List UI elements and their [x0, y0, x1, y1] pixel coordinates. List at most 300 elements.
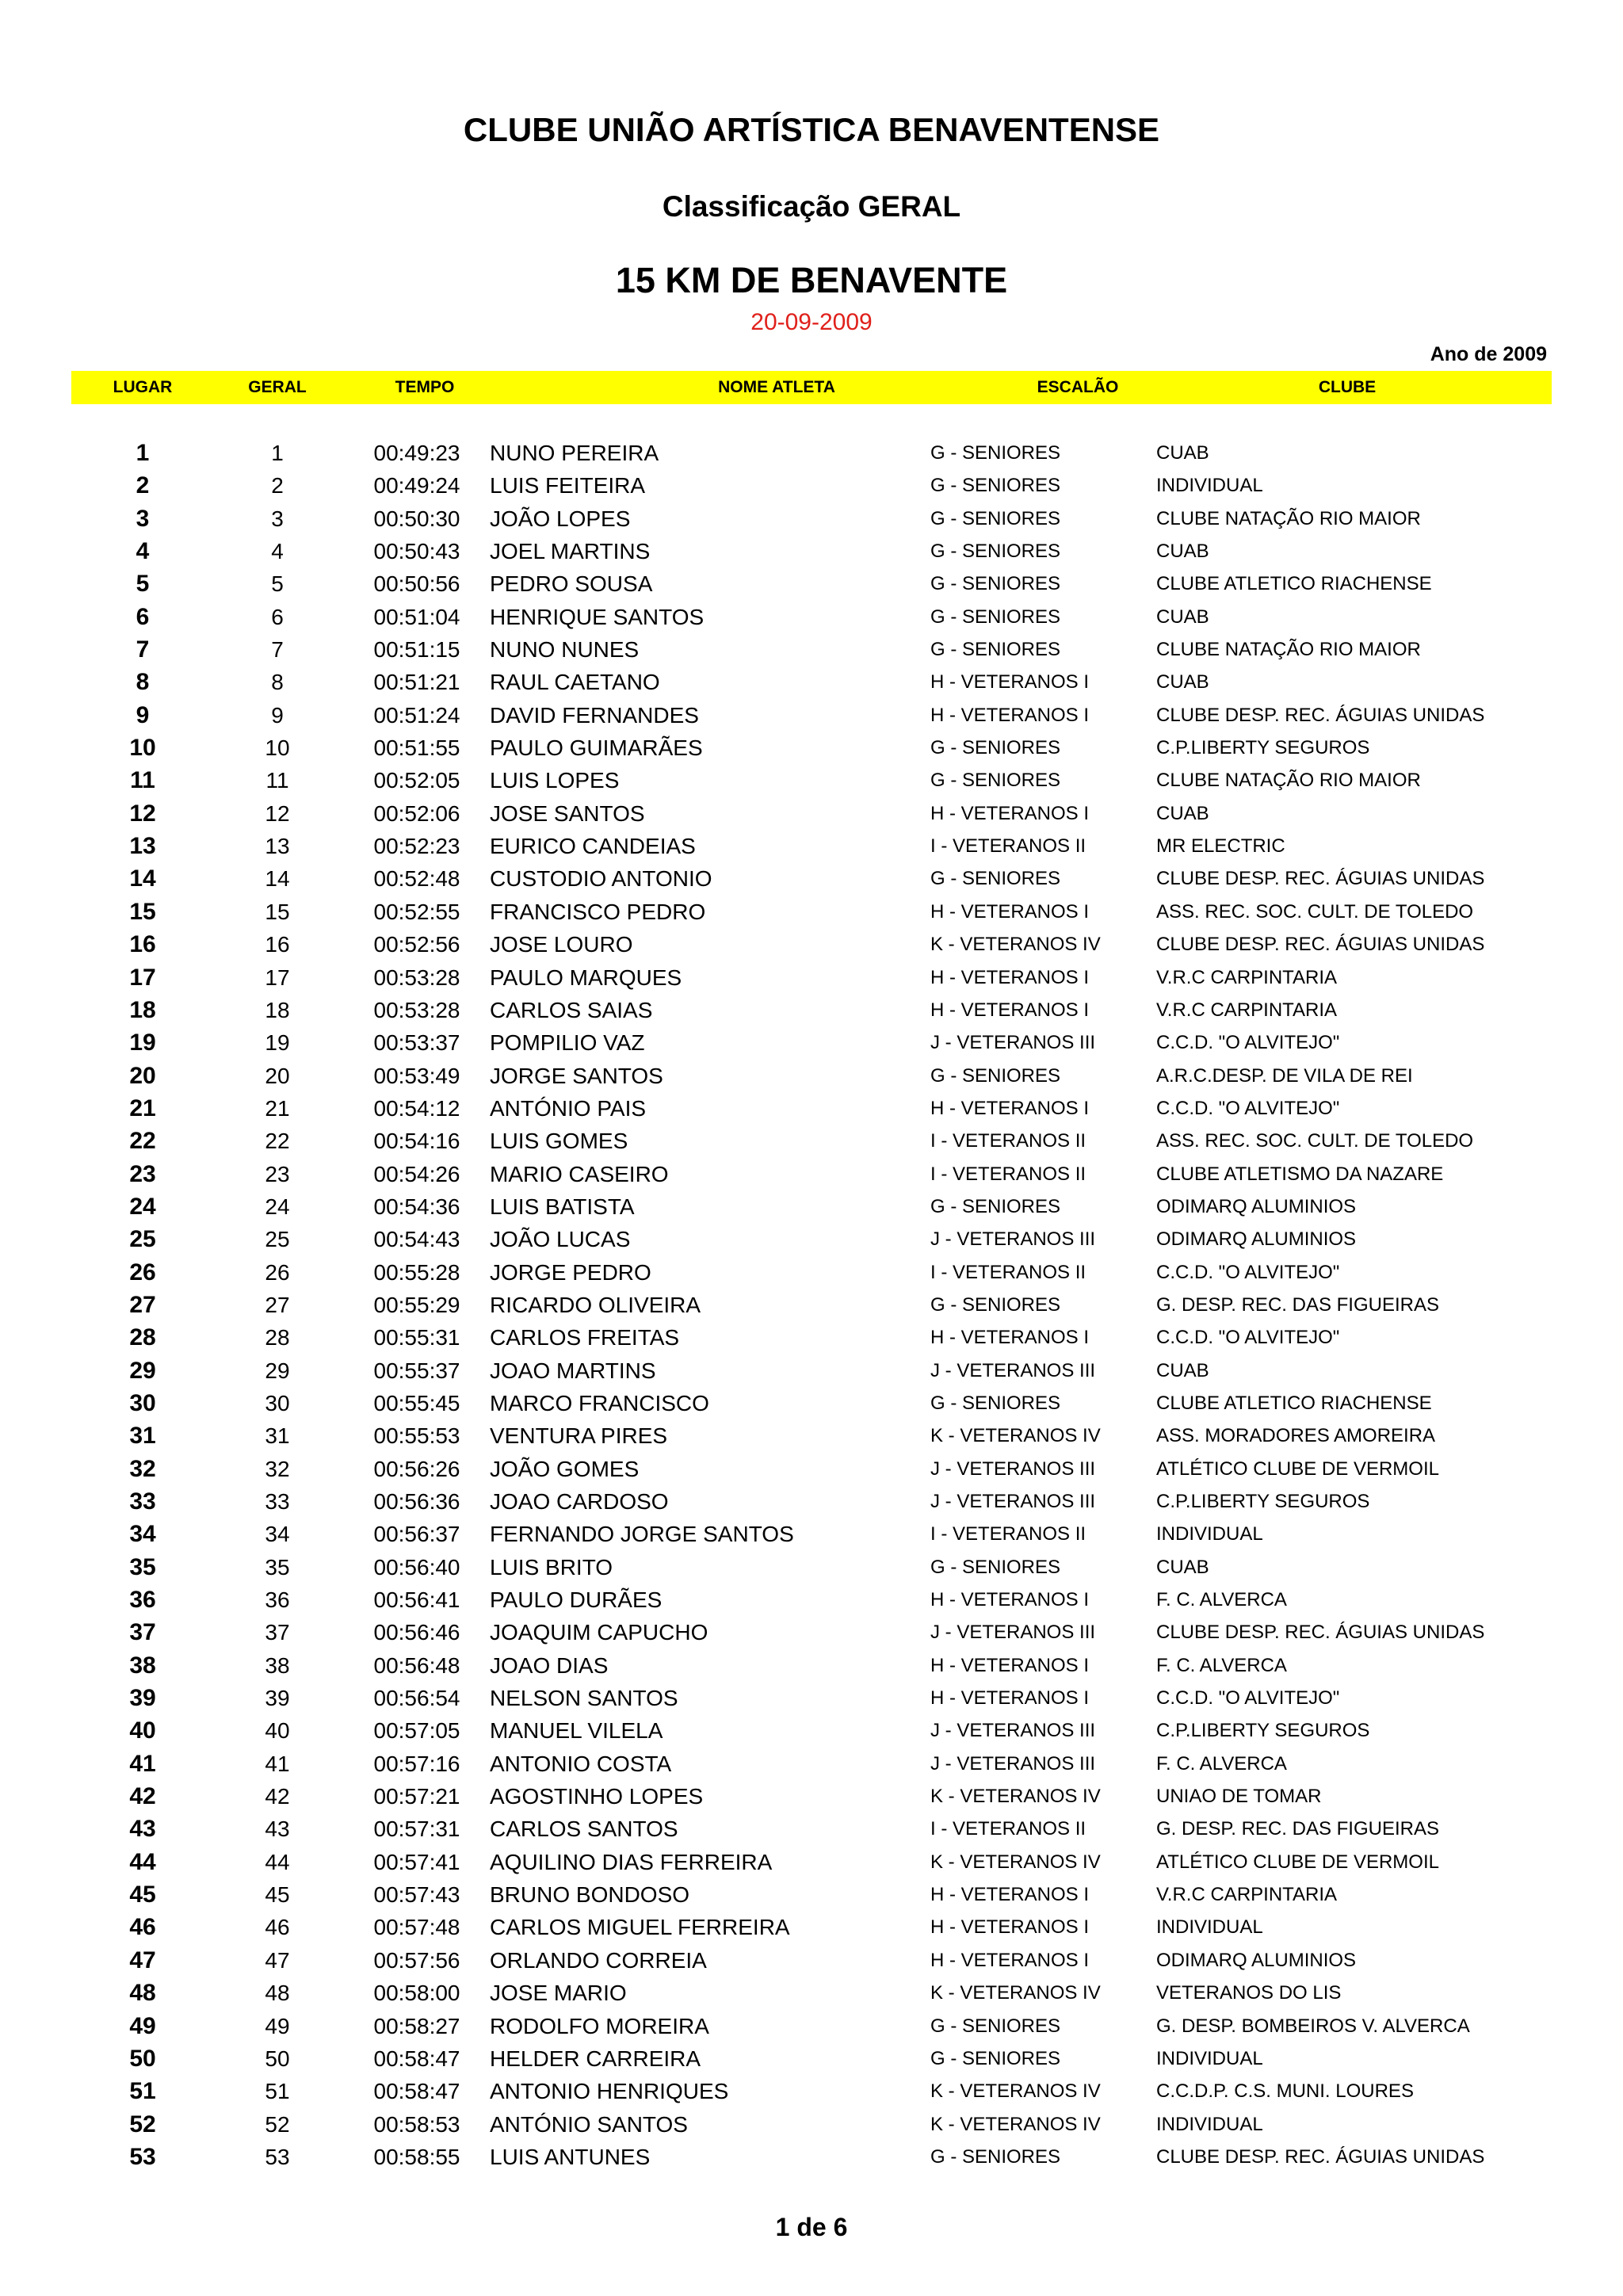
table-row: [0, 437, 1623, 469]
table-row: [0, 1125, 1623, 1157]
cell-clube: G. DESP. REC. DAS FIGUEIRAS: [1156, 1818, 1439, 1840]
cell-clube: ASS. REC. SOC. CULT. DE TOLEDO: [1156, 1130, 1474, 1152]
cell-lugar: 29: [129, 1357, 156, 1384]
cell-clube: V.R.C CARPINTARIA: [1156, 999, 1338, 1021]
table-row: [0, 862, 1623, 895]
cell-tempo: 00:52:56: [373, 932, 460, 957]
cell-lugar: 9: [136, 701, 150, 728]
cell-escalao: K - VETERANOS IV: [930, 1786, 1101, 1808]
cell-geral: 38: [265, 1652, 290, 1678]
table-row: [0, 1748, 1623, 1780]
table-row: [0, 896, 1623, 928]
cell-escalao: K - VETERANOS IV: [930, 1425, 1101, 1447]
cell-nome-atleta: ORLANDO CORREIA: [490, 1947, 707, 1973]
cell-clube: CUAB: [1156, 1359, 1209, 1381]
cell-nome-atleta: RODOLFO MOREIRA: [490, 2013, 709, 2038]
cell-nome-atleta: FERNANDO JORGE SANTOS: [490, 1522, 794, 1547]
cell-escalao: J - VETERANOS III: [930, 1720, 1096, 1742]
cell-nome-atleta: VENTURA PIRES: [490, 1423, 668, 1449]
cell-nome-atleta: JOSE LOURO: [490, 932, 633, 957]
cell-tempo: 00:51:24: [373, 702, 460, 728]
year-label: Ano de 2009: [1430, 343, 1547, 365]
table-row: [0, 2042, 1623, 2075]
cell-tempo: 00:53:28: [373, 997, 460, 1022]
page-number: 1 de 6: [775, 2213, 848, 2241]
cell-escalao: I - VETERANOS II: [930, 1163, 1086, 1185]
cell-lugar: 22: [129, 1128, 156, 1155]
cell-lugar: 47: [129, 1946, 156, 1973]
cell-clube: ATLÉTICO CLUBE DE VERMOIL: [1156, 1457, 1439, 1480]
table-row: [0, 699, 1623, 732]
club-title: CLUBE UNIÃO ARTÍSTICA BENAVENTENSE: [463, 111, 1160, 148]
cell-tempo: 00:58:00: [373, 1981, 460, 2006]
cell-nome-atleta: JOÃO GOMES: [490, 1456, 640, 1481]
cell-escalao: I - VETERANOS II: [930, 1130, 1086, 1152]
table-row: [0, 1321, 1623, 1354]
cell-clube: CUAB: [1156, 442, 1209, 464]
cell-geral: 43: [265, 1817, 290, 1842]
cell-clube: C.C.D. "O ALVITEJO": [1156, 1032, 1340, 1054]
cell-clube: INDIVIDUAL: [1156, 475, 1263, 497]
cell-tempo: 00:57:56: [373, 1947, 460, 1973]
cell-tempo: 00:49:24: [373, 473, 460, 499]
cell-nome-atleta: JOSE SANTOS: [490, 800, 645, 826]
cell-clube: CLUBE NATAÇÃO RIO MAIOR: [1156, 507, 1421, 529]
cell-clube: F. C. ALVERCA: [1156, 1654, 1287, 1676]
cell-tempo: 00:52:05: [373, 768, 460, 793]
cell-clube: CLUBE DESP. REC. ÁGUIAS UNIDAS: [1156, 1622, 1485, 1644]
cell-tempo: 00:51:15: [373, 637, 460, 663]
cell-clube: CLUBE DESP. REC. ÁGUIAS UNIDAS: [1156, 868, 1485, 890]
race-title: 15 KM DE BENAVENTE: [615, 260, 1008, 300]
cell-clube: A.R.C.DESP. DE VILA DE REI: [1156, 1064, 1413, 1087]
cell-clube: C.C.D. "O ALVITEJO": [1156, 1097, 1340, 1119]
cell-lugar: 28: [129, 1324, 156, 1351]
cell-lugar: 50: [129, 2045, 156, 2072]
cell-nome-atleta: LUIS FEITEIRA: [490, 473, 646, 499]
cell-geral: 40: [265, 1718, 290, 1744]
cell-tempo: 00:56:54: [373, 1686, 460, 1711]
cell-lugar: 21: [129, 1095, 156, 1121]
table-row: [0, 1453, 1623, 1485]
cell-escalao: K - VETERANOS IV: [930, 1982, 1101, 2004]
cell-clube: CLUBE ATLETISMO DA NAZARE: [1156, 1163, 1444, 1185]
cell-tempo: 00:50:56: [373, 571, 460, 597]
cell-escalao: I - VETERANOS II: [930, 1261, 1086, 1283]
cell-lugar: 10: [129, 735, 156, 762]
cell-nome-atleta: BRUNO BONDOSO: [490, 1882, 690, 1908]
cell-geral: 52: [265, 2111, 290, 2137]
cell-geral: 30: [265, 1390, 290, 1415]
cell-clube: INDIVIDUAL: [1156, 2047, 1263, 2069]
cell-escalao: H - VETERANOS I: [930, 1654, 1090, 1676]
cell-escalao: G - SENIORES: [930, 507, 1061, 529]
cell-nome-atleta: DAVID FERNANDES: [490, 702, 699, 728]
cell-nome-atleta: CUSTODIO ANTONIO: [490, 866, 712, 892]
cell-geral: 3: [271, 506, 284, 531]
cell-clube: CUAB: [1156, 1556, 1209, 1578]
table-row: [0, 1977, 1623, 2009]
cell-geral: 28: [265, 1325, 290, 1350]
cell-nome-atleta: JOAO MARTINS: [490, 1358, 656, 1383]
cell-geral: 18: [265, 997, 290, 1022]
cell-escalao: H - VETERANOS I: [930, 1589, 1090, 1611]
cell-geral: 8: [271, 670, 284, 695]
table-row: [0, 961, 1623, 994]
table-row: [0, 567, 1623, 600]
race-date: 20-09-2009: [750, 309, 873, 335]
cell-tempo: 00:51:04: [373, 604, 460, 629]
cell-escalao: G - SENIORES: [930, 1195, 1061, 1217]
cell-tempo: 00:50:30: [373, 506, 460, 531]
cell-tempo: 00:55:37: [373, 1358, 460, 1383]
cell-lugar: 31: [129, 1423, 156, 1450]
cell-nome-atleta: JOÃO LOPES: [490, 506, 631, 531]
cell-tempo: 00:57:31: [373, 1817, 460, 1842]
cell-tempo: 00:57:16: [373, 1751, 460, 1776]
cell-nome-atleta: NUNO NUNES: [490, 637, 640, 663]
table-row: [0, 469, 1623, 502]
cell-geral: 53: [265, 2144, 290, 2169]
cell-lugar: 15: [129, 898, 156, 925]
table-row: [0, 666, 1623, 698]
classification-title: Classificação GERAL: [662, 190, 961, 223]
cell-lugar: 37: [129, 1619, 156, 1646]
cell-tempo: 00:50:43: [373, 539, 460, 564]
cell-geral: 46: [265, 1915, 290, 1940]
column-header-lugar: LUGAR: [113, 378, 173, 396]
table-row: [0, 928, 1623, 961]
cell-nome-atleta: JOAO DIAS: [490, 1652, 609, 1678]
cell-clube: CLUBE ATLETICO RIACHENSE: [1156, 1392, 1432, 1414]
cell-tempo: 00:55:28: [373, 1259, 460, 1285]
cell-nome-atleta: PAULO DURÃES: [490, 1587, 663, 1613]
cell-tempo: 00:55:29: [373, 1292, 460, 1317]
cell-escalao: J - VETERANOS III: [930, 1491, 1096, 1512]
cell-lugar: 40: [129, 1717, 156, 1744]
cell-geral: 1: [271, 441, 284, 465]
cell-escalao: K - VETERANOS IV: [930, 934, 1101, 956]
table-row: [0, 1780, 1623, 1813]
cell-lugar: 12: [129, 800, 156, 827]
cell-escalao: J - VETERANOS III: [930, 1359, 1096, 1381]
cell-escalao: G - SENIORES: [930, 606, 1061, 628]
cell-geral: 4: [271, 539, 284, 564]
cell-tempo: 00:56:37: [373, 1522, 460, 1547]
cell-clube: CLUBE DESP. REC. ÁGUIAS UNIDAS: [1156, 704, 1485, 726]
cell-nome-atleta: PEDRO SOUSA: [490, 571, 653, 597]
cell-lugar: 41: [129, 1750, 156, 1777]
cell-geral: 17: [265, 965, 290, 990]
table-row: [0, 1289, 1623, 1321]
cell-tempo: 00:53:49: [373, 1063, 460, 1088]
cell-lugar: 6: [136, 603, 150, 630]
cell-clube: CLUBE NATAÇÃO RIO MAIOR: [1156, 770, 1421, 792]
cell-geral: 35: [265, 1554, 290, 1580]
cell-nome-atleta: LUIS ANTUNES: [490, 2144, 651, 2169]
cell-escalao: H - VETERANOS I: [930, 1884, 1090, 1906]
cell-escalao: H - VETERANOS I: [930, 1949, 1090, 1971]
cell-escalao: G - SENIORES: [930, 868, 1061, 890]
cell-nome-atleta: LUIS LOPES: [490, 768, 620, 793]
cell-geral: 51: [265, 2079, 290, 2104]
table-row: [0, 1026, 1623, 1059]
results-table: [0, 437, 1623, 2173]
cell-tempo: 00:56:41: [373, 1587, 460, 1613]
cell-geral: 21: [265, 1095, 290, 1121]
cell-nome-atleta: NUNO PEREIRA: [490, 441, 659, 465]
cell-geral: 16: [265, 932, 290, 957]
cell-lugar: 38: [129, 1652, 156, 1679]
cell-clube: G. DESP. REC. DAS FIGUEIRAS: [1156, 1293, 1439, 1316]
cell-nome-atleta: JOÃO LUCAS: [490, 1227, 631, 1252]
cell-lugar: 42: [129, 1783, 156, 1810]
cell-nome-atleta: JORGE SANTOS: [490, 1063, 663, 1088]
cell-nome-atleta: MARCO FRANCISCO: [490, 1390, 709, 1415]
cell-geral: 47: [265, 1947, 290, 1973]
table-row: [0, 1944, 1623, 1977]
cell-escalao: J - VETERANOS III: [930, 1457, 1096, 1480]
cell-escalao: K - VETERANOS IV: [930, 2113, 1101, 2135]
cell-lugar: 33: [129, 1488, 156, 1515]
table-row: [0, 830, 1623, 862]
table-row: [0, 1551, 1623, 1584]
cell-nome-atleta: LUIS GOMES: [490, 1129, 628, 1154]
cell-lugar: 4: [136, 538, 150, 565]
cell-lugar: 26: [129, 1259, 156, 1286]
cell-tempo: 00:52:48: [373, 866, 460, 892]
cell-nome-atleta: ANTONIO COSTA: [490, 1751, 672, 1776]
cell-tempo: 00:54:16: [373, 1129, 460, 1154]
cell-escalao: J - VETERANOS III: [930, 1622, 1096, 1644]
cell-geral: 20: [265, 1063, 290, 1088]
cell-geral: 50: [265, 2046, 290, 2071]
cell-geral: 9: [271, 702, 284, 728]
table-row: [0, 797, 1623, 830]
cell-clube: CUAB: [1156, 541, 1209, 563]
cell-lugar: 1: [136, 440, 150, 466]
table-row: [0, 1846, 1623, 1878]
cell-geral: 23: [265, 1161, 290, 1186]
cell-lugar: 36: [129, 1587, 156, 1614]
table-row: [0, 2108, 1623, 2141]
table-row: [0, 732, 1623, 764]
table-row: [0, 1354, 1623, 1387]
table-row: [0, 2010, 1623, 2042]
table-row: [0, 1419, 1623, 1452]
table-row: [0, 1616, 1623, 1648]
cell-nome-atleta: HELDER CARREIRA: [490, 2046, 701, 2071]
cell-tempo: 00:52:23: [373, 834, 460, 859]
cell-clube: UNIAO DE TOMAR: [1156, 1786, 1322, 1808]
cell-tempo: 00:54:36: [373, 1194, 460, 1219]
cell-lugar: 48: [129, 1980, 156, 2007]
cell-escalao: G - SENIORES: [930, 737, 1061, 759]
cell-clube: ASS. REC. SOC. CULT. DE TOLEDO: [1156, 900, 1474, 923]
cell-lugar: 46: [129, 1914, 156, 1941]
cell-clube: ASS. MORADORES AMOREIRA: [1156, 1425, 1436, 1447]
cell-nome-atleta: AGOSTINHO LOPES: [490, 1784, 704, 1809]
cell-nome-atleta: LUIS BATISTA: [490, 1194, 635, 1219]
cell-geral: 15: [265, 899, 290, 924]
cell-lugar: 45: [129, 1881, 156, 1908]
cell-escalao: K - VETERANOS IV: [930, 2080, 1101, 2103]
cell-lugar: 44: [129, 1848, 156, 1875]
cell-nome-atleta: PAULO MARQUES: [490, 965, 682, 990]
cell-clube: CLUBE ATLETICO RIACHENSE: [1156, 573, 1432, 595]
cell-geral: 10: [265, 735, 290, 761]
cell-nome-atleta: MANUEL VILELA: [490, 1718, 663, 1744]
cell-geral: 14: [265, 866, 290, 892]
cell-nome-atleta: JORGE PEDRO: [490, 1259, 651, 1285]
table-row: [0, 2141, 1623, 2173]
column-header-escalao: ESCALÃO: [1037, 378, 1119, 396]
cell-geral: 13: [265, 834, 290, 859]
cell-escalao: G - SENIORES: [930, 770, 1061, 792]
cell-escalao: H - VETERANOS I: [930, 671, 1090, 693]
cell-nome-atleta: ANTÓNIO SANTOS: [490, 2111, 688, 2137]
cell-escalao: G - SENIORES: [930, 639, 1061, 661]
table-row: [0, 1518, 1623, 1550]
cell-tempo: 00:55:53: [373, 1423, 460, 1449]
cell-escalao: G - SENIORES: [930, 1293, 1061, 1316]
cell-nome-atleta: JOEL MARTINS: [490, 539, 651, 564]
cell-geral: 32: [265, 1456, 290, 1481]
cell-clube: F. C. ALVERCA: [1156, 1752, 1287, 1775]
cell-clube: ODIMARQ ALUMINIOS: [1156, 1228, 1357, 1251]
cell-lugar: 2: [136, 472, 150, 499]
table-row: [0, 1485, 1623, 1518]
cell-tempo: 00:53:37: [373, 1030, 460, 1056]
cell-nome-atleta: AQUILINO DIAS FERREIRA: [490, 1849, 773, 1874]
cell-lugar: 3: [136, 505, 150, 532]
cell-escalao: I - VETERANOS II: [930, 835, 1086, 858]
cell-escalao: G - SENIORES: [930, 1064, 1061, 1087]
table-row: [0, 1092, 1623, 1125]
cell-geral: 25: [265, 1227, 290, 1252]
column-header-nome: NOME ATLETA: [718, 378, 835, 396]
cell-escalao: H - VETERANOS I: [930, 1916, 1090, 1939]
table-row: [0, 502, 1623, 535]
table-row: [0, 1682, 1623, 1714]
table-row: [0, 1714, 1623, 1747]
cell-geral: 29: [265, 1358, 290, 1383]
column-header-clube: CLUBE: [1318, 378, 1377, 396]
cell-lugar: 52: [129, 2111, 156, 2137]
cell-escalao: I - VETERANOS II: [930, 1523, 1086, 1545]
cell-tempo: 00:52:55: [373, 899, 460, 924]
cell-geral: 42: [265, 1784, 290, 1809]
cell-nome-atleta: FRANCISCO PEDRO: [490, 899, 706, 924]
cell-geral: 12: [265, 800, 290, 826]
cell-clube: C.C.D.P. C.S. MUNI. LOURES: [1156, 2080, 1414, 2103]
cell-nome-atleta: POMPILIO VAZ: [490, 1030, 645, 1056]
cell-tempo: 00:58:47: [373, 2046, 460, 2071]
cell-escalao: G - SENIORES: [930, 573, 1061, 595]
cell-clube: C.P.LIBERTY SEGUROS: [1156, 1720, 1370, 1742]
cell-lugar: 16: [129, 931, 156, 958]
cell-lugar: 11: [130, 767, 155, 794]
cell-lugar: 23: [129, 1160, 156, 1187]
cell-lugar: 39: [129, 1685, 156, 1712]
cell-clube: CUAB: [1156, 606, 1209, 628]
cell-tempo: 00:57:48: [373, 1915, 460, 1940]
cell-tempo: 00:58:55: [373, 2144, 460, 2169]
cell-geral: 34: [265, 1522, 290, 1547]
cell-escalao: K - VETERANOS IV: [930, 1851, 1101, 1873]
cell-escalao: H - VETERANOS I: [930, 999, 1090, 1021]
cell-tempo: 00:53:28: [373, 965, 460, 990]
cell-clube: V.R.C CARPINTARIA: [1156, 1884, 1338, 1906]
cell-lugar: 53: [129, 2143, 156, 2170]
cell-tempo: 00:55:31: [373, 1325, 460, 1350]
cell-tempo: 00:52:06: [373, 800, 460, 826]
cell-clube: C.P.LIBERTY SEGUROS: [1156, 737, 1370, 759]
cell-nome-atleta: RAUL CAETANO: [490, 670, 660, 695]
cell-lugar: 5: [136, 571, 150, 598]
cell-escalao: G - SENIORES: [930, 541, 1061, 563]
cell-nome-atleta: PAULO GUIMARÃES: [490, 735, 703, 761]
cell-escalao: H - VETERANOS I: [930, 1097, 1090, 1119]
cell-tempo: 00:56:36: [373, 1489, 460, 1514]
cell-lugar: 13: [129, 833, 156, 860]
cell-tempo: 00:57:21: [373, 1784, 460, 1809]
cell-escalao: H - VETERANOS I: [930, 704, 1090, 726]
cell-clube: CUAB: [1156, 671, 1209, 693]
cell-escalao: G - SENIORES: [930, 442, 1061, 464]
cell-clube: C.C.D. "O ALVITEJO": [1156, 1261, 1340, 1283]
cell-clube: G. DESP. BOMBEIROS V. ALVERCA: [1156, 2015, 1470, 2037]
cell-clube: INDIVIDUAL: [1156, 1916, 1263, 1939]
cell-clube: ODIMARQ ALUMINIOS: [1156, 1949, 1357, 1971]
cell-geral: 41: [265, 1751, 290, 1776]
table-row: [0, 1223, 1623, 1255]
cell-escalao: H - VETERANOS I: [930, 802, 1090, 824]
cell-geral: 26: [265, 1259, 290, 1285]
cell-tempo: 00:57:05: [373, 1718, 460, 1744]
cell-nome-atleta: LUIS BRITO: [490, 1554, 613, 1580]
cell-tempo: 00:57:41: [373, 1849, 460, 1874]
cell-geral: 24: [265, 1194, 290, 1219]
cell-tempo: 00:58:47: [373, 2079, 460, 2104]
cell-tempo: 00:54:12: [373, 1095, 460, 1121]
cell-geral: 37: [265, 1620, 290, 1645]
cell-lugar: 20: [129, 1062, 156, 1089]
table-row: [0, 601, 1623, 633]
cell-lugar: 19: [129, 1030, 156, 1056]
cell-tempo: 00:55:45: [373, 1390, 460, 1415]
cell-tempo: 00:58:53: [373, 2111, 460, 2137]
cell-nome-atleta: RICARDO OLIVEIRA: [490, 1292, 701, 1317]
cell-clube: V.R.C CARPINTARIA: [1156, 966, 1338, 988]
cell-escalao: J - VETERANOS III: [930, 1032, 1096, 1054]
table-row: [0, 1158, 1623, 1190]
cell-clube: C.C.D. "O ALVITEJO": [1156, 1327, 1340, 1349]
cell-escalao: H - VETERANOS I: [930, 966, 1090, 988]
cell-lugar: 51: [129, 2078, 156, 2105]
cell-clube: C.C.D. "O ALVITEJO": [1156, 1687, 1340, 1710]
cell-geral: 33: [265, 1489, 290, 1514]
cell-geral: 6: [271, 604, 284, 629]
column-header-geral: GERAL: [248, 378, 307, 396]
cell-tempo: 00:57:43: [373, 1882, 460, 1908]
cell-clube: ATLÉTICO CLUBE DE VERMOIL: [1156, 1851, 1439, 1873]
cell-nome-atleta: CARLOS SAIAS: [490, 997, 653, 1022]
cell-escalao: G - SENIORES: [930, 1556, 1061, 1578]
cell-clube: CLUBE NATAÇÃO RIO MAIOR: [1156, 639, 1421, 661]
cell-geral: 11: [265, 768, 289, 793]
cell-escalao: G - SENIORES: [930, 2047, 1061, 2069]
